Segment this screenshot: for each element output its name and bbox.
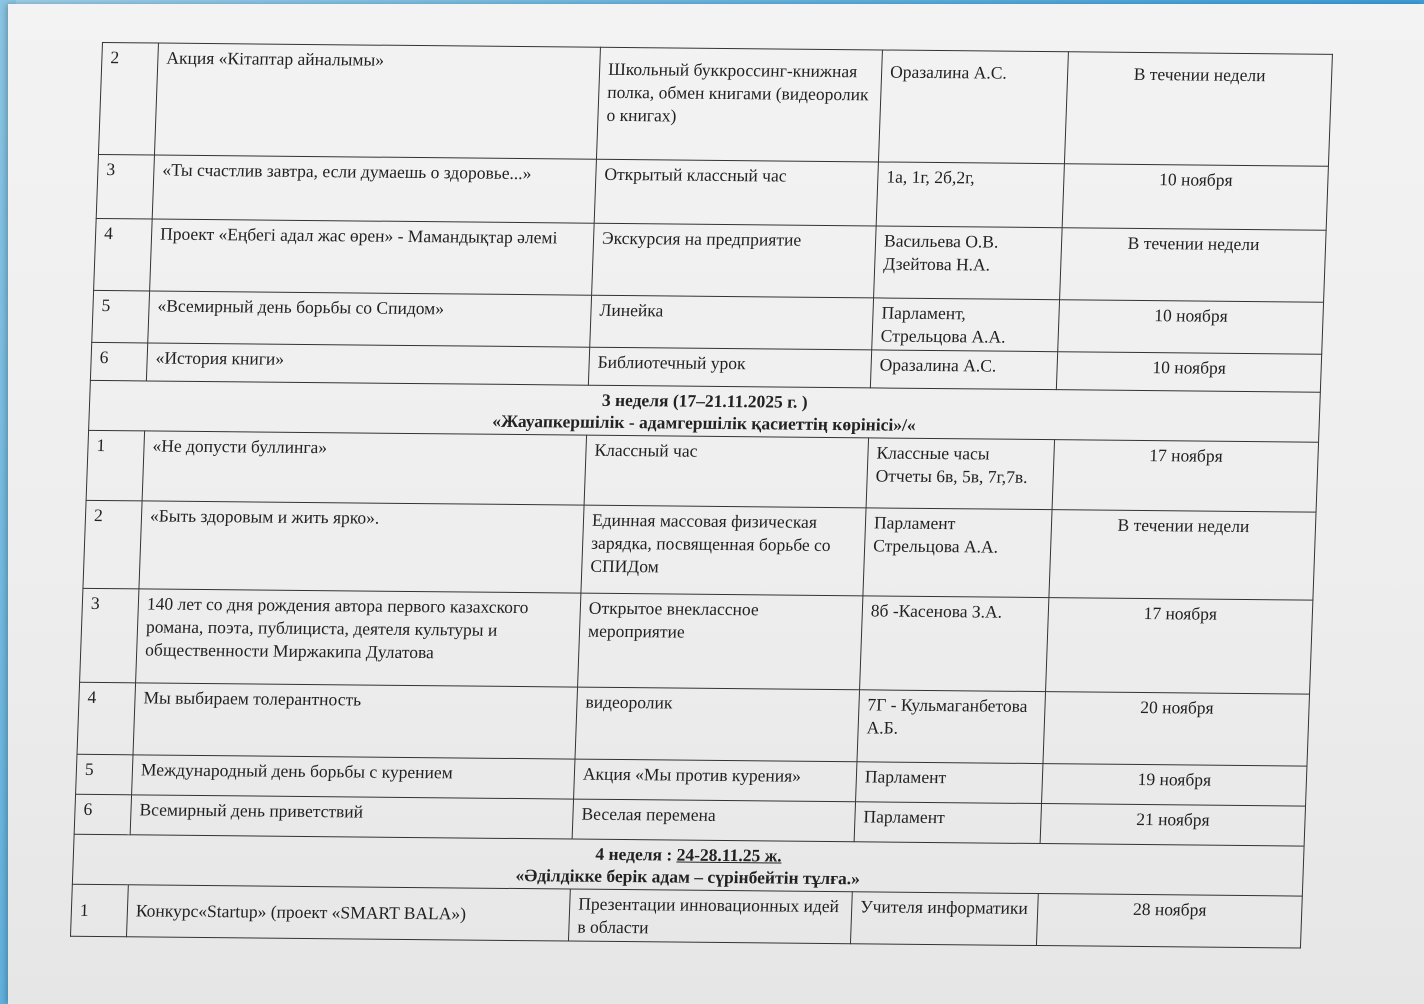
event-date: 17 ноября	[1052, 440, 1318, 513]
event-form: Школьный буккроссинг-книжная полка, обмен книгами (видеоролик о книгах)	[596, 47, 882, 162]
event-title: «Всемирный день борьбы со Спидом»	[148, 291, 592, 347]
event-date: 17 ноября	[1046, 598, 1313, 695]
row-number: 3	[80, 588, 139, 683]
responsible: Парламент Стрельцова А.А.	[863, 508, 1052, 598]
event-form: Открытый классный час	[594, 159, 878, 226]
event-title: 140 лет со дня рождения автора первого казахского романа, поэта, публициста, деятеля культуры и общественности Миржакипа Дулатова	[136, 589, 581, 687]
row-number: 4	[94, 218, 153, 291]
event-form: Акция «Мы против курения»	[574, 759, 857, 802]
event-date: В течении недели	[1060, 228, 1327, 303]
event-form: Экскурсия на предприятие	[592, 223, 877, 298]
table-row	[80, 588, 1313, 694]
event-date: 10 ноября	[1058, 300, 1324, 355]
event-form: Открытое внеклассное мероприятие	[578, 593, 863, 690]
responsible: Классные часы Отчеты 6в, 5в, 7г,7в.	[866, 438, 1054, 510]
table-row	[70, 884, 1302, 948]
event-form: Единная массовая физическая зарядка, посвященная борьбе со СПИДом	[581, 505, 866, 596]
responsible: Васильева О.В. Дзейтова Н.А.	[874, 226, 1063, 300]
row-number: 5	[76, 754, 133, 795]
event-date: В течении недели	[1049, 510, 1316, 601]
responsible: Оразалина А.С.	[878, 50, 1068, 164]
event-date: В течении недели	[1064, 52, 1332, 167]
responsible: 7Г - Кульмаганбетова А.Б.	[857, 690, 1046, 764]
event-title: Акция «Кітаптар айналымы»	[154, 43, 600, 159]
row-number: 1	[70, 884, 128, 937]
event-title: «История книги»	[146, 343, 589, 385]
responsible: Оразалина А.С.	[870, 350, 1057, 390]
event-title: «Ты счастлив завтра, если думаешь о здоровье...»	[152, 155, 596, 223]
responsible: Учителя информатики	[850, 892, 1038, 946]
week-4-theme: «Әділдікке берік адам – сүрінбейтін тұлға.»	[515, 865, 861, 889]
event-form: видеоролик	[575, 687, 860, 762]
row-number: 2	[98, 43, 158, 156]
event-form: Веселая перемена	[572, 799, 855, 842]
table-row	[83, 500, 1316, 600]
responsible: 8б -Касенова З.А.	[860, 596, 1049, 692]
event-date: 20 ноября	[1043, 692, 1310, 767]
row-number: 6	[90, 342, 147, 381]
event-form: Линейка	[590, 295, 874, 350]
table-row	[77, 682, 1310, 766]
row-number: 5	[92, 290, 150, 343]
event-title: Конкурс«Startup» (проект «SMART BALA»)	[126, 885, 570, 941]
responsible: Парламент, Стрельцова А.А.	[872, 298, 1060, 352]
event-form: Классный час	[584, 435, 868, 508]
paper-sheet	[8, 4, 1424, 1004]
event-title: Всемирный день приветствий	[130, 795, 573, 839]
week-3-theme: «Жауапкершілік - адамгершілік қасиеттің көрінісі»/«	[492, 410, 917, 435]
responsible: Парламент	[856, 762, 1043, 804]
table-row	[86, 430, 1318, 512]
event-date: 19 ноября	[1042, 764, 1307, 807]
event-form: Библиотечный урок	[588, 347, 871, 388]
event-title: Международный день борьбы с курением	[132, 755, 575, 799]
row-number: 2	[83, 500, 142, 589]
event-plan-table	[70, 42, 1333, 949]
table-row	[96, 154, 1328, 230]
event-title: «Быть здоровым и жить ярко».	[139, 501, 584, 593]
event-title: Проект «Еңбегі адал жас өрен» - Мамандықтар әлемі	[150, 219, 595, 295]
row-number: 1	[86, 430, 145, 501]
event-form: Презентации инновационных идей в области	[568, 889, 852, 944]
week-4-heading-prefix: 4 неделя :	[595, 843, 678, 865]
row-number: 3	[96, 154, 154, 219]
event-date: 10 ноября	[1056, 352, 1321, 393]
event-title: Мы выбираем толерантность	[133, 683, 578, 759]
week-4-heading-dates: 24-28.11.25 ж.	[676, 844, 783, 866]
responsible: 1а, 1г, 2б,2г,	[876, 162, 1064, 228]
table-row	[98, 43, 1332, 167]
event-date: 21 ноября	[1040, 804, 1305, 847]
responsible: Парламент	[854, 802, 1041, 844]
week-3-heading: 3 неделя (17–21.11.2025 г. )	[601, 389, 809, 412]
event-title: «Не допусти буллинга»	[142, 431, 586, 505]
row-number: 4	[77, 682, 136, 755]
event-date: 10 ноября	[1062, 164, 1328, 231]
row-number: 6	[74, 794, 131, 835]
table-row	[94, 218, 1327, 302]
event-date: 28 ноября	[1036, 894, 1302, 949]
